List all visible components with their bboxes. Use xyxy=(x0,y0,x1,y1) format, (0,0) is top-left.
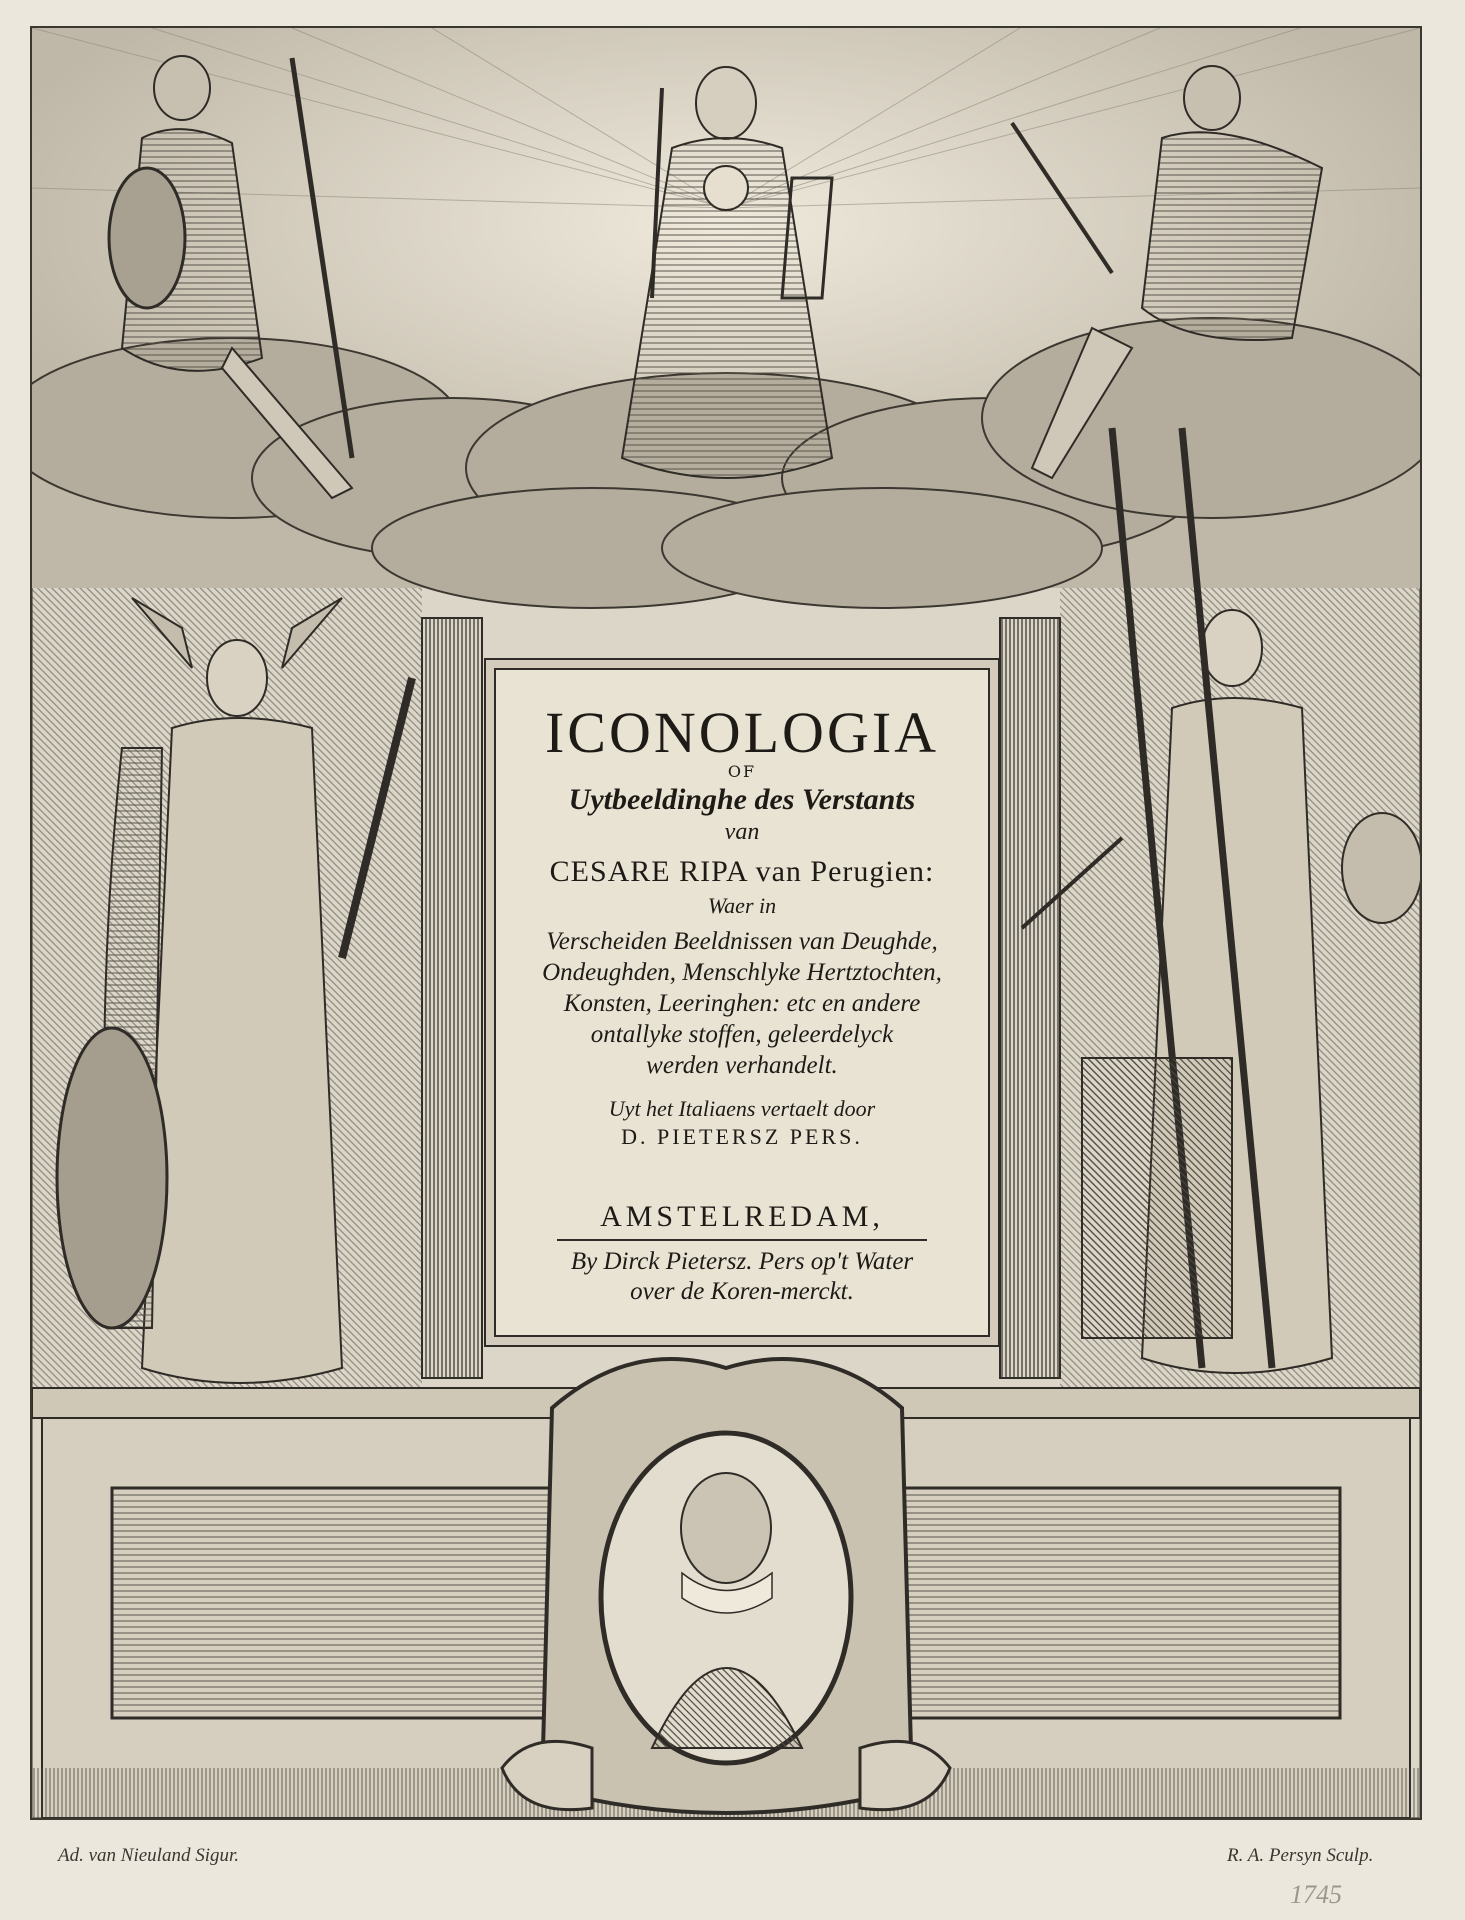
description-line: Verscheiden Beeldnissen van Deughde, xyxy=(546,928,938,955)
right-pilaster xyxy=(1000,618,1060,1378)
imprint-line: over de Koren-merckt. xyxy=(630,1278,854,1305)
description-line: ontallyke stoffen, geleerdelyck xyxy=(590,1021,894,1048)
city: AMSTELREDAM, xyxy=(600,1200,884,1233)
imprint-line: By Dirck Pietersz. Pers op't Water xyxy=(570,1248,914,1275)
title-tablet xyxy=(494,668,990,1337)
divider xyxy=(557,1239,927,1241)
engraved-plate xyxy=(30,26,1422,1820)
left-panel xyxy=(112,1488,552,1718)
title-of: OF xyxy=(727,762,757,781)
author-line: CESARE RIPA van Perugien: xyxy=(549,855,935,888)
translated-by: Uyt het Italiaens vertaelt door xyxy=(608,1096,876,1121)
translator: D. PIETERSZ PERS. xyxy=(621,1124,863,1149)
waer-in: Waer in xyxy=(707,893,777,918)
engraver-signature: R. A. Persyn Sculp. xyxy=(1227,1845,1374,1866)
title-van: van xyxy=(724,819,760,845)
pencil-note: 1745 xyxy=(1290,1880,1342,1909)
left-pilaster xyxy=(422,618,482,1378)
designer-signature: Ad. van Nieuland Sigur. xyxy=(58,1845,240,1866)
description xyxy=(496,926,988,1081)
description-line: Konsten, Leeringhen: etc en andere xyxy=(563,990,921,1017)
book-title: ICONOLOGIA xyxy=(544,700,940,765)
description-line: Ondeughden, Menschlyke Hertztochten, xyxy=(542,959,942,986)
book-subtitle: Uytbeeldinghe des Verstants xyxy=(568,783,916,816)
description-line: werden verhandelt. xyxy=(646,1052,838,1079)
right-panel xyxy=(900,1488,1340,1718)
